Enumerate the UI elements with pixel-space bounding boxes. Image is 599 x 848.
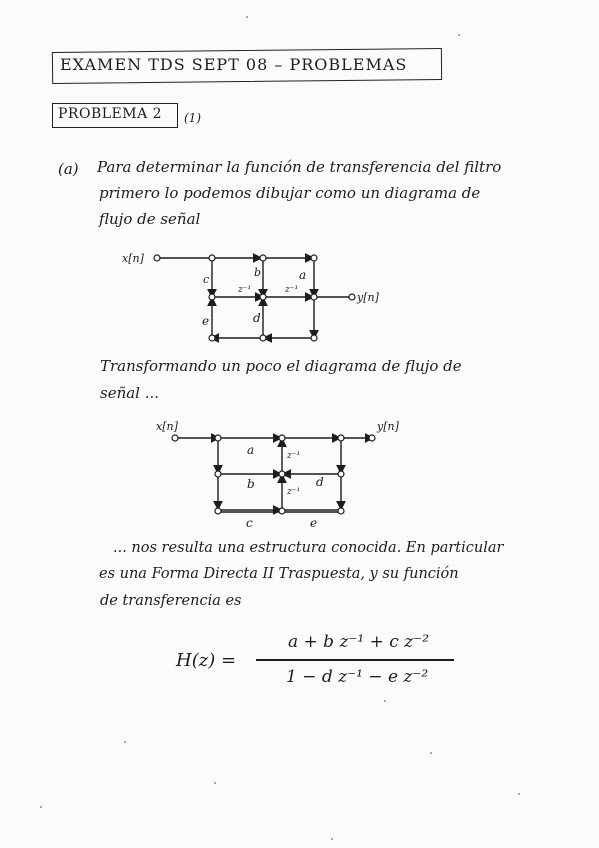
d1-output-label: y[n]: [357, 291, 379, 304]
scan-speck: [331, 838, 333, 840]
d1-label-a: a: [299, 268, 307, 282]
d2-label-c: c: [246, 516, 253, 530]
d2-label-b: b: [247, 477, 255, 491]
d1-input-label: x[n]: [122, 252, 144, 265]
scan-speck: [246, 16, 248, 18]
conclusion-line-3: de transferencia es: [100, 593, 242, 609]
problem-part: (1): [184, 111, 201, 125]
page-title: EXAMEN TDS SEPT 08 – PROBLEMAS: [60, 55, 408, 74]
problem-label: PROBLEMA 2: [58, 106, 163, 122]
scan-speck: [40, 806, 42, 808]
scan-speck: [124, 741, 126, 743]
scan-speck: [518, 793, 520, 795]
scan-speck: [214, 782, 216, 784]
d2-input-label: x[n]: [156, 420, 178, 433]
d2-label-z2: z⁻¹: [287, 487, 301, 497]
fraction-bar: [256, 659, 454, 661]
scan-speck: [430, 752, 432, 754]
d1-label-b: b: [254, 266, 262, 279]
transform-line-2: señal ...: [100, 384, 160, 402]
formula-numerator: a + b z⁻¹ + c z⁻²: [288, 632, 429, 652]
d2-label-z1: z⁻¹: [287, 451, 301, 461]
scan-speck: [384, 700, 386, 702]
scan-speck: [458, 34, 460, 36]
section-line-1: Para determinar la función de transferencia del filtro: [97, 158, 502, 176]
conclusion-line-2: es una Forma Directa II Traspuesta, y su función: [99, 566, 459, 582]
d2-label-d: d: [316, 475, 324, 489]
d1-label-e: e: [202, 314, 210, 328]
conclusion-line-1: ... nos resulta una estructura conocida. En particular: [113, 540, 504, 556]
formula-denominator: 1 − d z⁻¹ − e z⁻²: [286, 667, 429, 687]
section-marker: (a): [58, 160, 79, 178]
formula-lhs: H(z) =: [176, 650, 237, 671]
d1-label-c: c: [203, 273, 210, 286]
d1-label-z2: z⁻¹: [285, 285, 299, 295]
d1-label-z1: z⁻¹: [238, 285, 252, 295]
transform-line-1: Transformando un poco el diagrama de flujo de: [100, 357, 462, 375]
d2-label-a: a: [247, 443, 255, 457]
section-line-3: flujo de señal: [99, 210, 201, 228]
d1-label-d: d: [253, 311, 261, 325]
d2-output-label: y[n]: [377, 420, 399, 433]
section-line-2: primero lo podemos dibujar como un diagrama de: [99, 184, 481, 202]
d2-label-e: e: [310, 516, 318, 530]
